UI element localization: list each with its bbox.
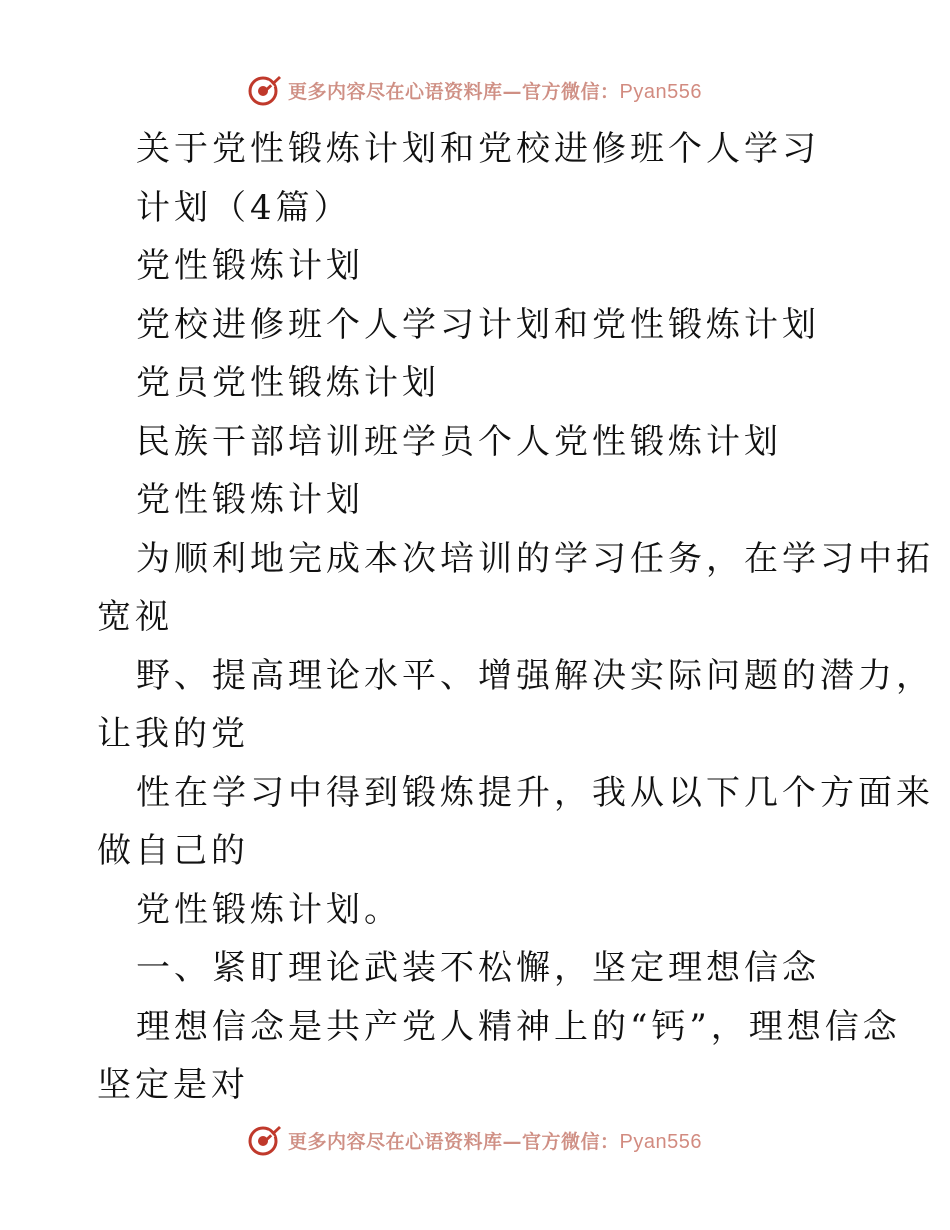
watermark-text: 更多内容尽在心语资料库—官方微信：Pyan556 bbox=[288, 1130, 702, 1153]
text-line: 党性锻炼计划 bbox=[136, 246, 364, 286]
text-line: 计划（4篇） bbox=[136, 187, 352, 228]
text-line: 为顺利地完成本次培训的学习任务，在学习中拓 bbox=[136, 538, 934, 579]
text-line: 关于党性锻炼计划和党校进修班个人学习 bbox=[136, 129, 820, 169]
text-line: 党性锻炼计划 bbox=[136, 480, 364, 520]
watermark-text: 更多内容尽在心语资料库—官方微信：Pyan556 bbox=[288, 80, 702, 103]
text-line: 民族干部培训班学员个人党性锻炼计划 bbox=[136, 421, 782, 462]
text-line: 让我的党 bbox=[97, 714, 249, 754]
text-line: 性在学习中得到锻炼提升，我从以下几个方面来 bbox=[136, 772, 934, 813]
text-line: 宽视 bbox=[97, 597, 173, 637]
text-line: 坚定是对 bbox=[97, 1065, 249, 1105]
text-line: 野、提高理论水平、增强解决实际问题的潜力， bbox=[136, 655, 934, 696]
header-watermark-banner bbox=[0, 70, 950, 110]
text-line: 做自己的 bbox=[97, 831, 249, 871]
footer-watermark-banner bbox=[0, 1120, 950, 1160]
text-line: 一、紧盯理论武装不松懈，坚定理想信念 bbox=[136, 948, 820, 988]
text-line: 党性锻炼计划。 bbox=[136, 889, 402, 930]
text-line: 党校进修班个人学习计划和党性锻炼计划 bbox=[136, 304, 820, 345]
pen-logo-icon bbox=[248, 1123, 282, 1157]
pen-logo-icon bbox=[248, 73, 282, 107]
document-body bbox=[97, 120, 934, 1115]
text-line: 理想信念是共产党人精神上的“钙”，理想信念 bbox=[136, 1006, 901, 1047]
text-line: 党员党性锻炼计划 bbox=[136, 363, 440, 403]
